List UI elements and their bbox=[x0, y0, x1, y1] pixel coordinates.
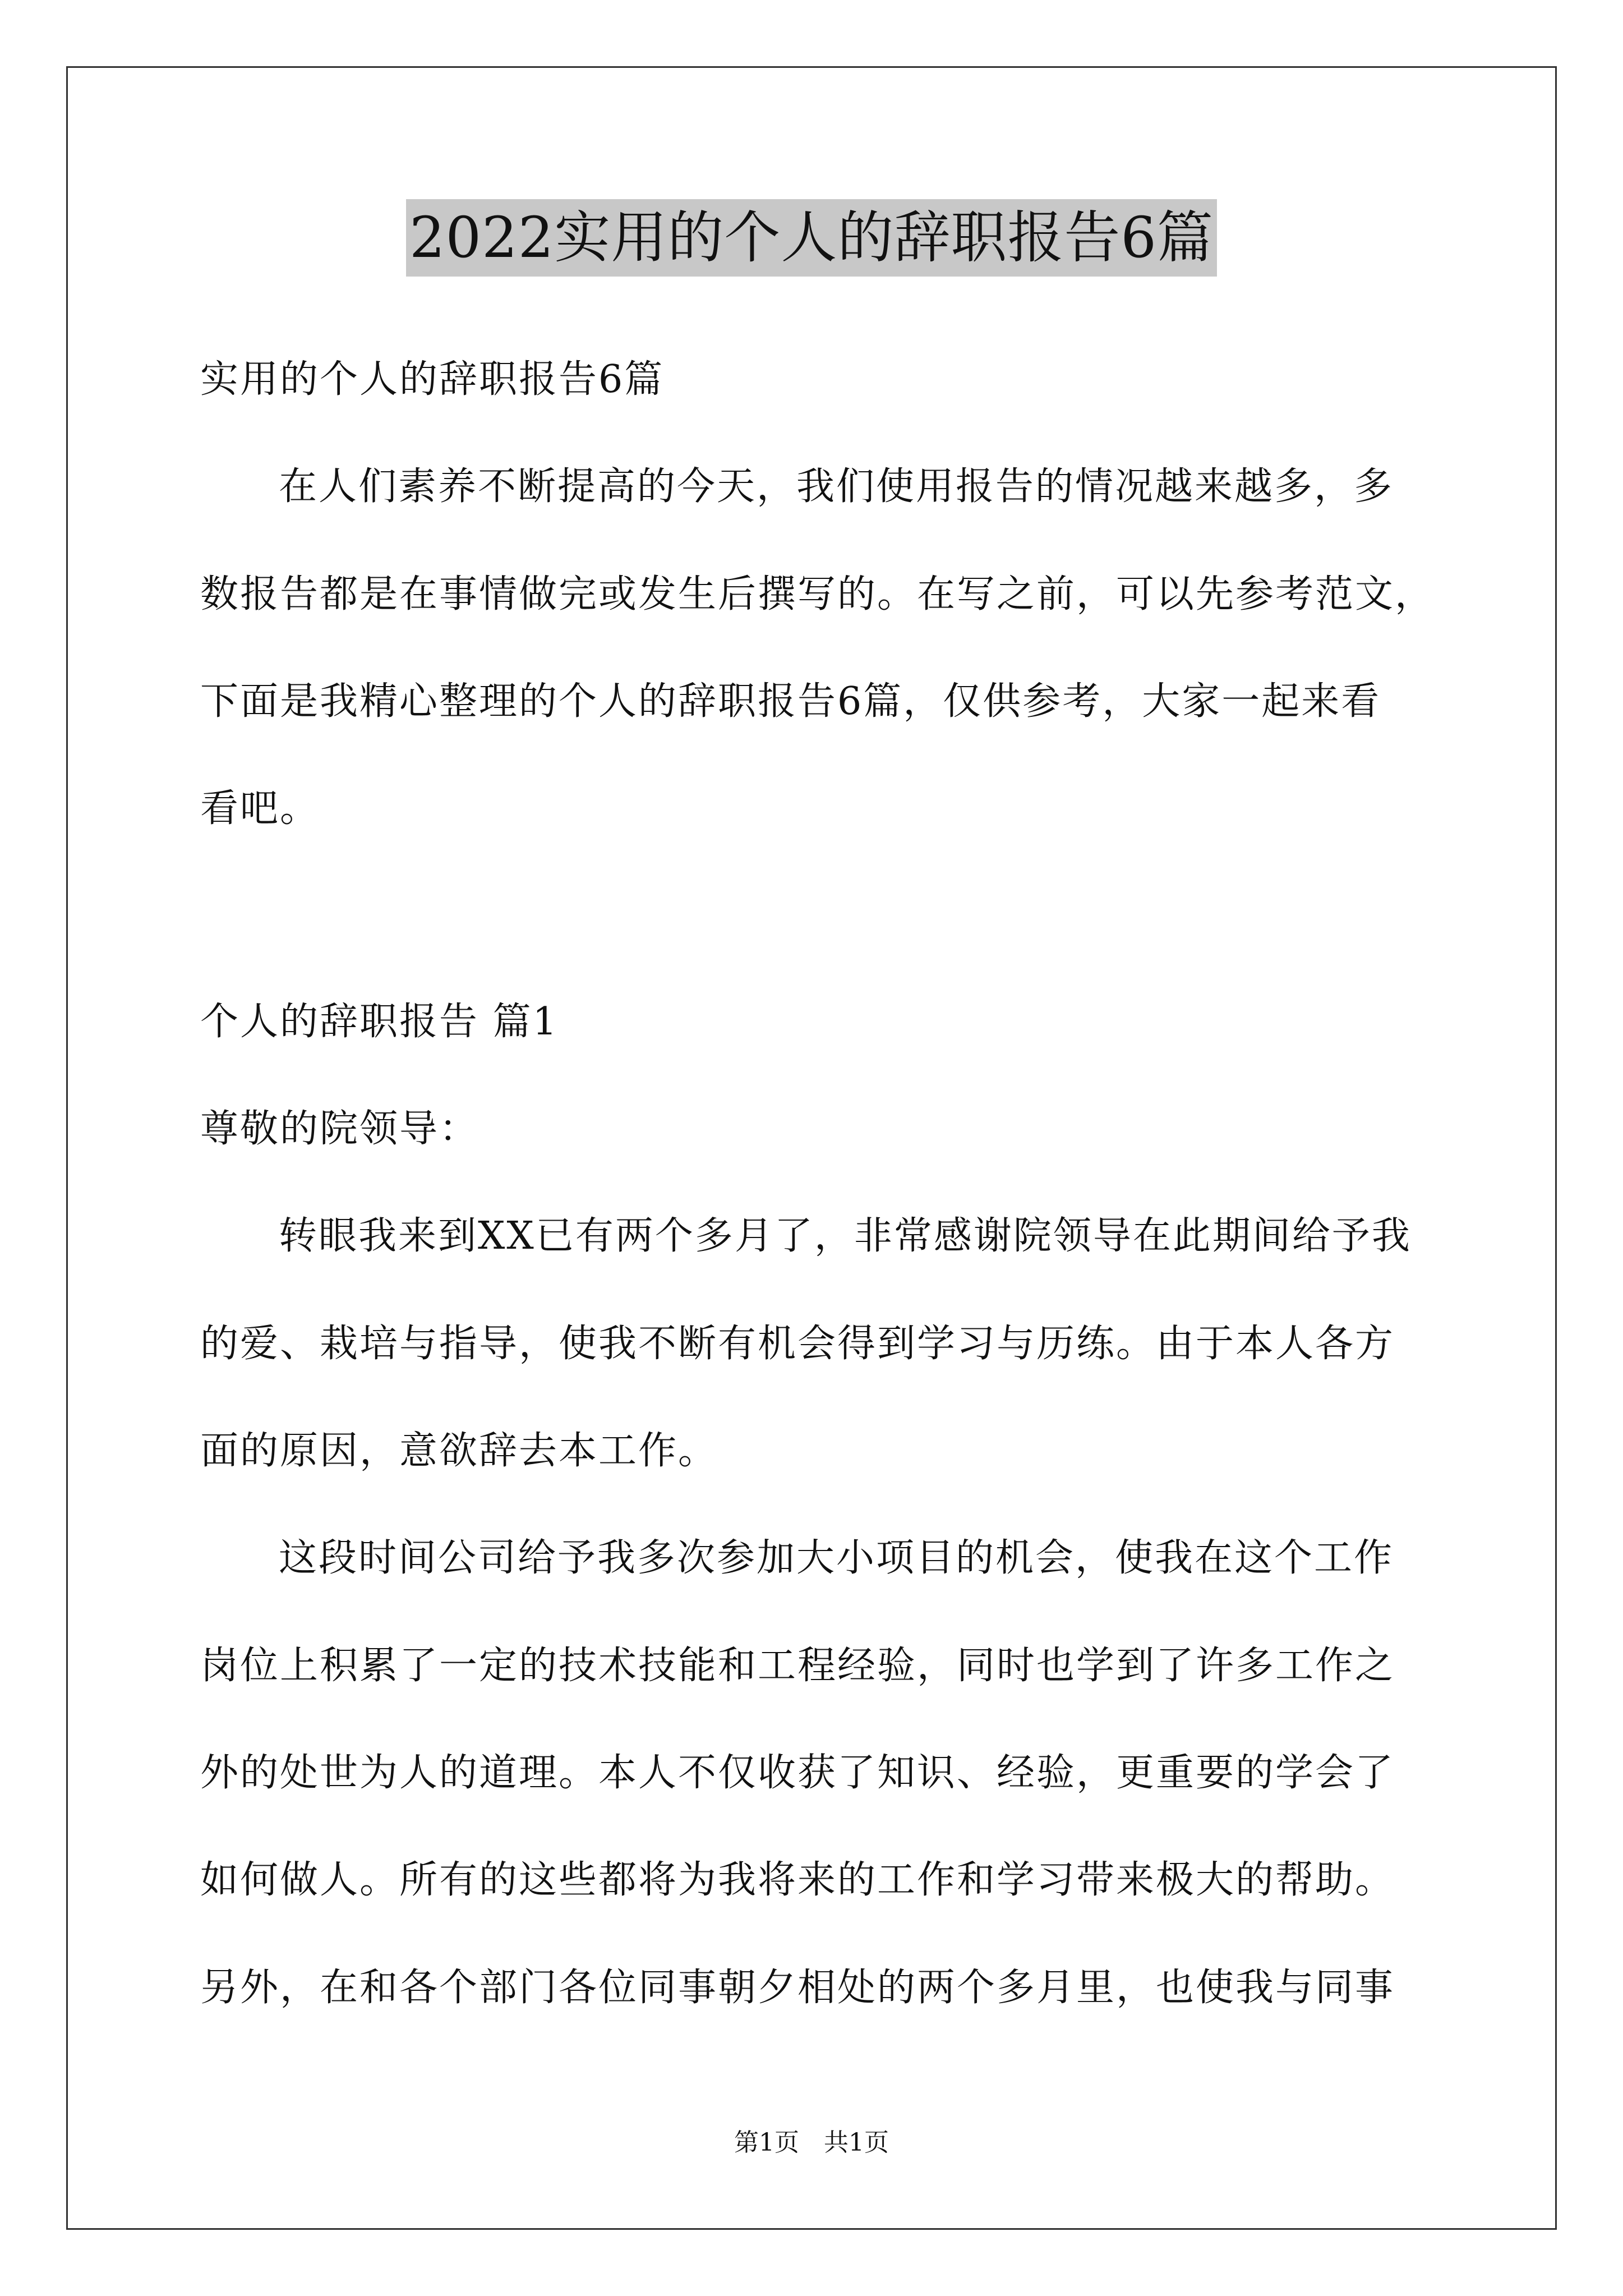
intro-line: 在人们素养不断提高的今天，我们使用报告的情况越来越多，多 bbox=[279, 464, 1394, 509]
salutation: 尊敬的院领导： bbox=[200, 1107, 479, 1151]
intro-line: 数报告都是在事情做完或发生后撰写的。在写之前，可以先参考范文， bbox=[200, 572, 1435, 616]
page-footer: 第1页 共1页 bbox=[734, 2128, 889, 2157]
paragraph-line: 外的处世为人的道理。本人不仅收获了知识、经验，更重要的学会了 bbox=[200, 1751, 1395, 1795]
section-heading: 个人的辞职报告 篇1 bbox=[200, 1000, 559, 1044]
paragraph-line: 的爱、栽培与指导，使我不断有机会得到学习与历练。由于本人各方 bbox=[200, 1322, 1395, 1366]
paragraph-line: 转眼我来到XX已有两个多月了，非常感谢院领导在此期间给予我 bbox=[279, 1214, 1412, 1258]
paragraph-line: 如何做人。所有的这些都将为我将来的工作和学习带来极大的帮助。 bbox=[200, 1858, 1395, 1902]
paragraph-line: 这段时间公司给予我多次参加大小项目的机会，使我在这个工作 bbox=[279, 1536, 1394, 1580]
intro-line: 下面是我精心整理的个人的辞职报告6篇，仅供参考，大家一起来看 bbox=[200, 679, 1381, 724]
title-container bbox=[0, 199, 1623, 277]
paragraph-line: 岗位上积累了一定的技术技能和工程经验，同时也学到了许多工作之 bbox=[200, 1644, 1395, 1688]
paragraph-line: 面的原因，意欲辞去本工作。 bbox=[200, 1429, 718, 1473]
document-title: 2022实用的个人的辞职报告6篇 bbox=[406, 199, 1217, 277]
document-subtitle: 实用的个人的辞职报告6篇 bbox=[200, 357, 665, 402]
paragraph-line: 另外，在和各个部门各位同事朝夕相处的两个多月里，也使我与同事 bbox=[200, 1966, 1395, 2010]
intro-line: 看吧。 bbox=[200, 786, 320, 831]
